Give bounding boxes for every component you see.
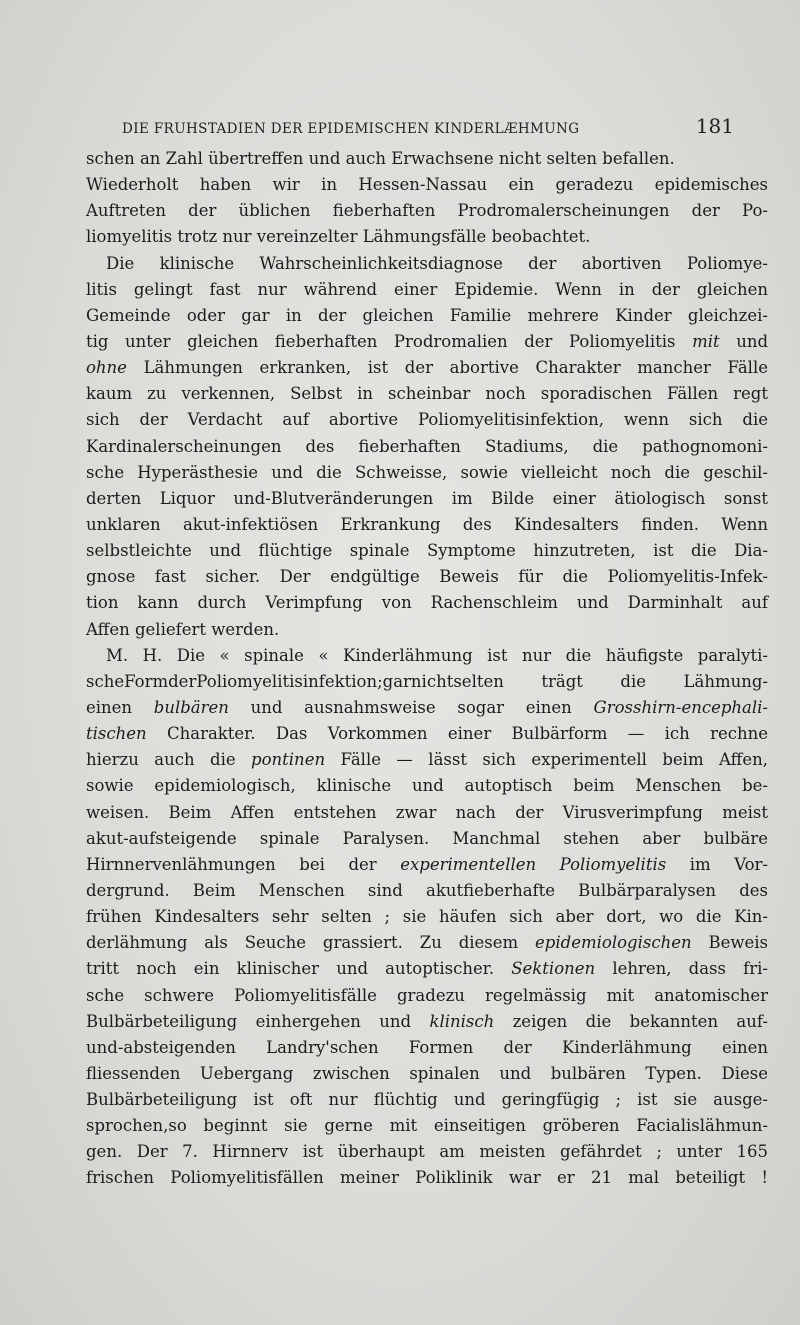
text-segment: tig unter gleichen fieberhaften Prodromalien der Poliomyelitis [86,331,693,351]
italic-segment: mit [692,331,720,351]
text-line: derten Liquor und-Blutveränderungen im Bilde einer ätiologisch sonst [86,488,768,508]
text-line: Gemeinde oder gar in der gleichen Familie mehrere Kinder gleichzei- [86,305,768,325]
text-line: Bulbärbeteiligung ist oft nur flüchtig und geringfügig ; ist sie ausge- [86,1090,768,1110]
text-line: akut-aufsteigende spinale Paralysen. Manchmal stehen aber bulbäre [86,828,768,848]
italic-segment: bulbären [153,697,229,717]
text-segment: Bulbärbeteiligung einhergehen und [86,1011,430,1031]
italic-segment: Grosshirn-encephali- [593,697,768,717]
text-line: gnose fast sicher. Der endgültige Beweis für die Poliomyelitis-Infek- [86,567,768,587]
text-line: selbstleichte und flüchtige spinale Symptome hinzutreten, ist die Dia- [86,541,768,561]
text-line: fliessenden Uebergang zwischen spinalen und bulbären Typen. Diese [86,1063,768,1083]
text-line [86,747,768,773]
page-header [122,114,734,144]
italic-segment: ohne [86,358,127,378]
text-segment: Charakter. Das Vorkommen einer Bulbärform — ich rechne [146,724,768,744]
italic-segment: epidemiologischen [535,933,692,953]
text-line: liomyelitis trotz nur vereinzelter Lähmungsfälle beobachtet. [86,227,591,247]
text-segment: hierzu auch die [86,750,252,770]
text-line: weisen. Beim Affen entstehen zwar nach der Virusverimpfung meist [86,802,768,822]
text-line: sprochen,so beginnt sie gerne mit einseitigen gröberen Facialislähmun- [86,1116,768,1136]
text-segment: derlähmung als Seuche grassiert. Zu diesem [86,933,536,953]
text-line: Affen geliefert werden. [86,619,280,639]
body-text [86,146,768,1192]
text-line: frühen Kindesalters sehr selten ; sie häufen sich aber dort, wo die Kin- [86,907,768,927]
text-segment: und ausnahmsweise sogar einen [228,697,594,717]
text-line [86,721,768,747]
text-line: sche Hyperästhesie und die Schweisse, sowie vielleicht noch die geschil- [86,462,768,482]
running-title: DIE FRUHSTADIEN DER EPIDEMISCHEN KINDERLÆHMUNG [122,121,580,137]
text-segment: zeigen die bekannten auf- [494,1011,768,1031]
text-segment: tritt noch ein klinischer und autoptischer. [86,959,512,979]
italic-segment: tischen [86,724,147,744]
text-line: Auftreten der üblichen fieberhaften Prodromalerscheinungen der Po- [86,201,768,221]
text-line: scheFormderPoliomyelitisinfektion;garnichtselten trägt die Lähmung- [86,671,768,691]
text-line: kaum zu verkennen, Selbst in scheinbar noch sporadischen Fällen regt [86,384,768,404]
italic-segment: klinisch [429,1011,495,1031]
text-line [86,930,768,956]
italic-segment: Sektionen [511,959,596,979]
text-line: sowie epidemiologisch, klinische und autoptisch beim Menschen be- [86,776,768,796]
text-line: unklaren akut-infektiösen Erkrankung des Kindesalters finden. Wenn [86,514,768,534]
text-line: frischen Poliomyelitisfällen meiner Poliklinik war er 21 mal beteiligt ! [86,1168,768,1188]
text-line: litis gelingt fast nur während einer Epidemie. Wenn in der gleichen [86,279,768,299]
text-line: und-absteigenden Landry'schen Formen der Kinderlähmung einen [86,1037,768,1057]
text-segment: im Vor- [666,854,768,874]
page-number: 181 [695,114,734,138]
text-line: gen. Der 7. Hirnnerv ist überhaupt am meisten gefährdet ; unter 165 [86,1142,768,1162]
text-segment: Hirnnervenlähmungen bei der [86,854,401,874]
text-segment: und [719,331,769,351]
text-line: tion kann durch Verimpfung von Rachenschleim und Darminhalt auf [86,593,768,613]
text-line [86,956,768,982]
text-line: Die klinische Wahrscheinlichkeitsdiagnose der abortiven Poliomye- [106,253,768,273]
italic-segment: pontinen [251,750,326,770]
text-segment: einen [86,697,154,717]
text-line [86,329,768,355]
text-line [86,1009,768,1035]
text-line [86,695,768,721]
text-line: sich der Verdacht auf abortive Poliomyelitisinfektion, wenn sich die [86,410,768,430]
text-segment: Lähmungen erkranken, ist der abortive Charakter mancher Fälle [126,358,768,378]
italic-segment: experimentellen Poliomyelitis [400,854,667,874]
text-line [86,852,768,878]
text-line: sche schwere Poliomyelitisfälle gradezu regelmässig mit anatomischer [86,985,768,1005]
text-line [86,355,768,381]
text-line: Wiederholt haben wir in Hessen-Nassau ein geradezu epidemisches [86,175,768,195]
text-segment: Fälle — lässt sich experimentell beim Affen, [325,750,768,770]
text-line: dergrund. Beim Menschen sind akutfieberhafte Bulbärparalysen des [86,880,768,900]
text-segment: lehren, dass fri- [595,959,768,979]
text-line: M. H. Die « spinale « Kinderlähmung ist nur die häufigste paralyti- [106,645,768,665]
text-segment: Beweis [691,933,768,953]
text-line: Kardinalerscheinungen des fieberhaften Stadiums, die pathognomoni- [86,436,768,456]
text-line: schen an Zahl übertreffen und auch Erwachsene nicht selten befallen. [86,149,675,168]
